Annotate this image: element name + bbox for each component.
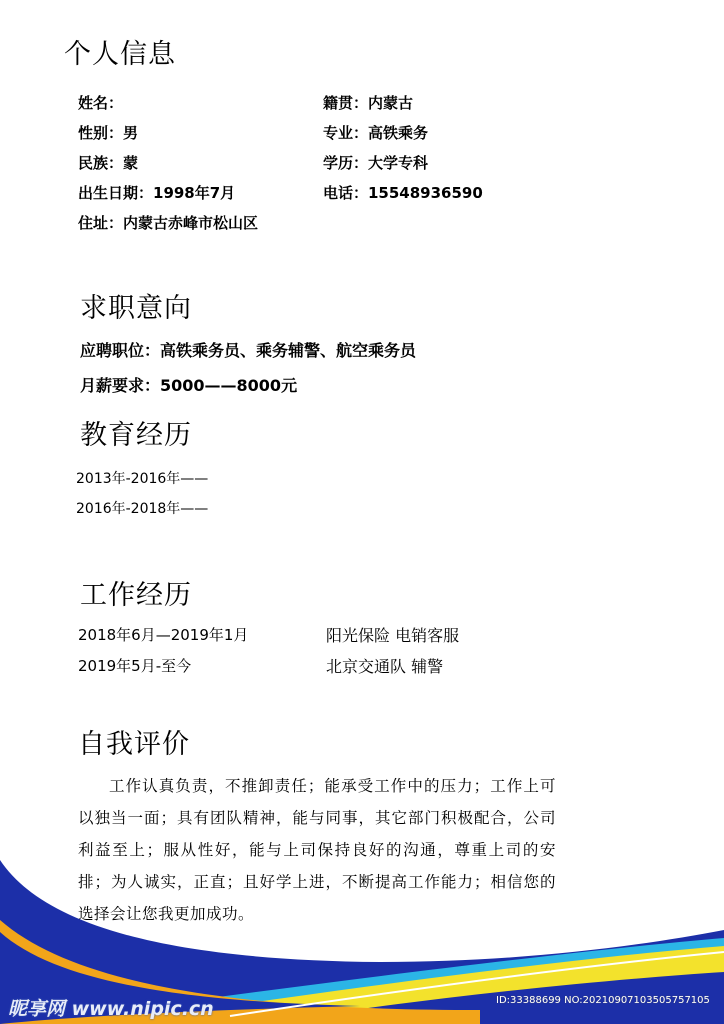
field-birth: 出生日期：1998年7月 [78, 184, 236, 202]
field-phone: 电话：15548936590 [323, 184, 483, 202]
field-education: 学历：大学专科 [323, 154, 429, 172]
section-title-work: 工作经历 [80, 580, 192, 611]
section-title-self: 自我评价 [78, 729, 190, 760]
work-period: 2018年6月—2019年1月 [78, 626, 249, 644]
field-native: 籍贯：内蒙古 [323, 94, 414, 112]
field-gender: 性别：男 [78, 124, 139, 142]
work-period: 2019年5月-至今 [78, 657, 192, 675]
site-logo: 昵享网 www.nipic.cn [8, 998, 214, 1020]
intent-position: 应聘职位：高铁乘务员、乘务辅警、航空乘务员 [80, 341, 417, 360]
watermark-id: ID:33388699 NO:20210907103505757105 [496, 995, 710, 1006]
field-ethnicity: 民族：蒙 [78, 154, 139, 172]
work-desc: 阳光保险 电销客服 [326, 626, 460, 645]
section-title-personal: 个人信息 [64, 39, 176, 70]
field-name: 姓名： [78, 94, 124, 112]
edu-item: 2013年-2016年—— [76, 471, 209, 487]
field-major: 专业：高铁乘务 [323, 124, 429, 142]
work-desc: 北京交通队 辅警 [326, 657, 444, 676]
self-evaluation-text: 工作认真负责，不推卸责任；能承受工作中的压力；工作上可以独当一面；具有团队精神，能与同事，其它部门积极配合，公司利益至上；服从性好，能与上司保持良好的沟通，尊重上司的安排；为人诚实，正直；且好学上进，不断提高工作能力；相信您的选择会让您我更加成功。 [78, 777, 556, 923]
section-title-education: 教育经历 [80, 420, 192, 451]
intent-salary: 月薪要求：5000——8000元 [80, 376, 298, 395]
section-title-intent: 求职意向 [80, 293, 192, 324]
edu-item: 2016年-2018年—— [76, 501, 209, 517]
field-address: 住址：内蒙古赤峰市松山区 [78, 214, 259, 232]
